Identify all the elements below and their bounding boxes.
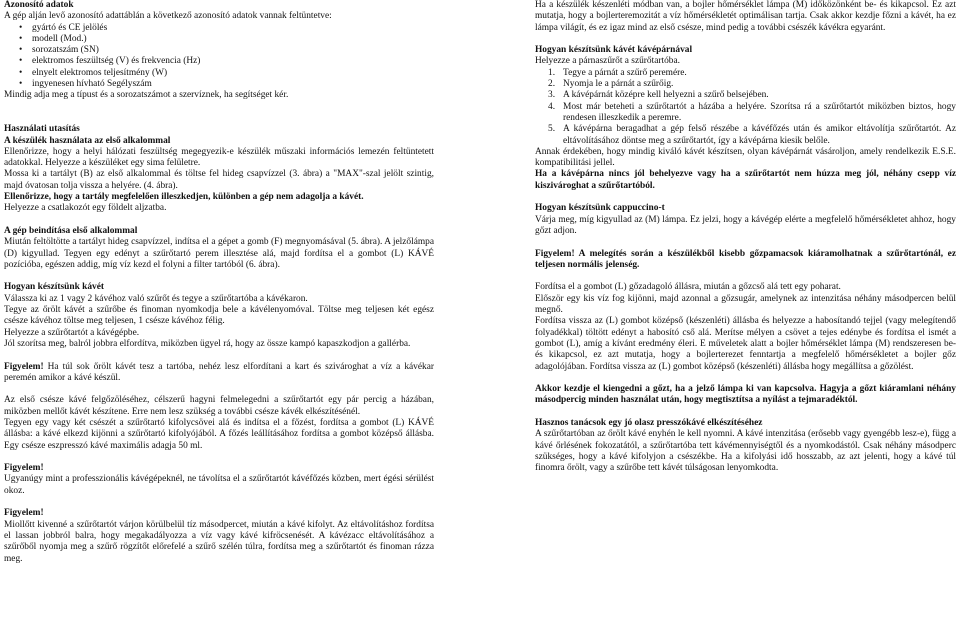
- tips-paragraph: A szűrőtartóban az őrölt kávé enyhén le kell nyomni. A kávé intenzitása (erősebb vagy gyengébb lesz-e), függ a kávé őrlésének fokozatától, a szűrőtartóba tett kávémennyiségtől és a nyomkodástól. Csak néhány másodperc szükséges, hogy a kávé kifolyjon a csészékbe. Ha a kifolyási idő hosszabb, az azt jelenti, hogy a kávé túl finomra őrölt, vagy a szűrőbe tett kávét túlságosan lenyomkodta.: [535, 429, 956, 474]
- usage-paragraph: Helyezze a csatlakozót egy földelt aljzatba.: [4, 203, 167, 214]
- identifier-list: [4, 23, 434, 91]
- ground-paragraph: Jól szorítsa meg, balról jobbra elfordítva, miközben ügyel rá, hogy az össze kampó kapaszkodjon a gallérba.: [4, 338, 411, 349]
- step-number: 2.: [548, 79, 556, 90]
- usage-paragraph: Ellenőrizze, hogy a helyi hálózati feszültség megegyezik-e készülék műszaki információs lemezén feltüntetett adatokkal. Helyezze a készüléket egy sima felületre.: [4, 146, 434, 169]
- list-item: • elnyelt elektromos teljesítmény (W): [4, 68, 434, 79]
- step-text: Tegye a párnát a szűrő peremére.: [563, 67, 687, 78]
- list-item: [535, 90, 956, 101]
- list-item: [535, 124, 956, 147]
- left-column: [4, 0, 434, 565]
- identifier-intro: A gép alján levő azonosító adattáblán a következő azonosító adatok vannak feltüntetve:: [4, 11, 332, 22]
- usage-title: Használati utasítás: [4, 124, 80, 135]
- list-item: [535, 79, 956, 90]
- tips-title: Hasznos tanácsok egy jó olasz presszókávé elkészítéséhez: [535, 417, 763, 428]
- list-item: • sorozatszám (SN): [4, 45, 434, 56]
- ground-paragraph: Tegyen egy vagy két csészét a szűrőtartó kifolycsövei alá és indítsa el a főzést, fordítsa a gombot (L) KÁVÉ állásba: a kávé elkezd kijönni a szűrőtartó kifolyójából. A főzés leállításához fordítsa a gombot középső állásba. Egy csésze eszpresszó kávé maximális adagja 50 ml.: [4, 417, 434, 451]
- step-number: 4.: [548, 101, 556, 112]
- cappuccino-paragraph: Fordítsa vissza az (L) gombot középső (készenléti) állásba és helyezze a habosítandó tejjel (vagy melegítendő folyadékkal) töltött edényt a habosító cső alá. Merítse mélyen a csövet a tejes edénybe és fordítsa el ismét a gombot (L), amíg a kívánt eredmény éleri. E műveletek alatt a bojler hőmérséklet lámpa (M) rendszeresen be- és kikapcsol, ez azt mutatja, hogy a bojlerterezet fenntartja a megfelelő hőmérsékletet a bojler gőz adagolójában. Fordítsa vissza az (L) gombot középső (készenléti) állásba hogy megállítsa a gőzölést.: [535, 316, 956, 372]
- cappuccino-paragraph: Fordítsa el a gombot (L) gőzadagoló állásra, miután a gőzcső alá tett egy poharat.: [535, 282, 841, 293]
- pads-lead: Helyezze a párnaszűrőt a szűrőtartóba.: [535, 56, 680, 67]
- usage-paragraph: Mossa ki a tartályt (B) az első alkalommal és töltse fel hideg csapvízzel (3. ábra) a "MAX"-szal jelölt szintig, majd óvatosan tolja vissza a helyére. (4. ábra).: [4, 169, 434, 191]
- step-number: 5.: [548, 124, 556, 135]
- pads-paragraph: Annak érdekében, hogy mindig kiváló kávét készítsen, olyan kávépárnát vásároljon, amely rendelkezik E.S.E. kompatibilitási jellel.: [535, 146, 956, 169]
- step-text: A kávépárna beragadhat a gép felső részébe a kávéfőzés után és amikor eltávolítja szűrőtartót. Az eltávolításához döntse meg a szűrőtartót, így a kávépárna kiesik belőle.: [563, 124, 956, 146]
- step-number: 3.: [548, 90, 556, 101]
- list-item: • gyártó és CE jelölés: [4, 23, 434, 34]
- list-item: [535, 68, 956, 79]
- step-text: Nyomja le a párnát a szűrőig.: [563, 79, 674, 90]
- start-paragraph: Miután feltöltötte a tartályt hideg csapvízzel, indítsa el a gépet a gomb (F) megnyomásával (5. ábra). A jelzőlámpa (D) kigyullad. Tegyen egy edényt a szűrőtartó perem illesztése alá, majd fordítsa el a gombot (L) KÁVÉ pozícióba, egészen addig, míg víz kezd el folyni a filter tartóból (6. ábra).: [4, 237, 434, 270]
- start-title: A gép beindítása első alkalommal: [4, 225, 138, 236]
- warning-label: Figyelem!: [4, 508, 44, 519]
- list-item: • elektromos feszültség (V) és frekvencia (Hz): [4, 56, 434, 67]
- warning-text: Ugyanúgy mint a professzionális kávégépeknél, ne távolítsa el a szűrőtartót kávéfőzés közben, mert égési sérülést okoz.: [4, 474, 434, 496]
- pads-title: Hogyan készítsünk kávét kávépárnával: [535, 45, 693, 56]
- identifier-title: Azonosító adatok: [4, 0, 74, 10]
- cappuccino-warning: Akkor kezdje el kiengedni a gőzt, ha a jelző lámpa ki van kapcsolva. Hagyja a gőzt kiáramlani néhány másodpercig minden használat után, hogy megtisztítsa a nyílást a tejmaradéktól.: [535, 384, 956, 406]
- list-item: [535, 102, 956, 125]
- warning-text: Miollőtt kivenné a szűrőtartót várjon körülbelül tíz másodpercet, miután a kávé kifolyt. Az eltávolításhoz fordítsa el lassan jobbról balra, hogy megakadályozza a víz vagy kávé kifröcsenését. A kávézacc eltávolításához a szűrőből nyomja meg a szűrő rögzítőt előrefelé a szűrő szélén túlra, fordítsa meg a szűrőtartót és finoman rázza meg.: [4, 519, 434, 564]
- cappuccino-warning: Figyelem! A melegítés során a készülékből kisebb gőzpamacsok kiáramolhatnak a szűrőtartónál, ez teljesen normális jelenség.: [535, 248, 956, 270]
- cappuccino-title: Hogyan készítsünk cappuccino-t: [535, 203, 665, 214]
- first-use-title: A készülék használata az első alkalommal: [4, 135, 171, 146]
- ground-warning: [4, 362, 434, 385]
- warning-label: Figyelem!: [4, 463, 44, 474]
- list-item: • ingyenesen hívható Segélyszám: [4, 79, 434, 90]
- ground-paragraph: Az első csésze kávé felgőzöléséhez, célszerű hagyni felmelegedni a szűrőtartót egy pár percig a házában, miközben mellőt kávét készítene. Erre nem lesz szükség a további csésze kávék elkészítésénél.: [4, 395, 434, 417]
- warning-label: Figyelem!: [4, 361, 44, 372]
- usage-warning: Ellenőrizze, hogy a tartály megfelelően illeszkedjen, különben a gép nem adagolja a kávét.: [4, 192, 364, 203]
- step-text: Most már beteheti a szűrőtartót a házába a helyére. Szorítsa rá a szűrőtartót miközben biztos, hogy rendesen illeszkedik a peremre.: [563, 101, 956, 123]
- list-item: • modell (Mod.): [4, 34, 434, 45]
- ground-coffee-title: Hogyan készítsünk kávét: [4, 282, 105, 293]
- ground-paragraph: Válassza ki az 1 vagy 2 kávéhoz való szűrőt és tegye a szűrőtartóba a kávékaron.: [4, 293, 308, 304]
- cappuccino-paragraph: Várja meg, míg kigyullad az (M) lámpa. Ez jelzi, hogy a kávégép elérte a megfelelő hőmérsékletet ahhoz, hogy gőzt adjon.: [535, 214, 956, 236]
- ground-paragraph: Helyezze a szűrőtartót a kávégépbe.: [4, 327, 140, 338]
- ground-paragraph: Tegye az őrölt kávét a szűrőbe és finoman nyomkodja bele a kávélenyomóval. Töltse meg teljesen két egész csésze kávéhoz töltse meg teljesen, 1 csésze kávéhoz félig.: [4, 305, 434, 327]
- identifier-note: Mindig adja meg a típust és a sorozatszámot a szervíznek, ha segítséget kér.: [4, 90, 289, 101]
- cappuccino-paragraph: Először egy kis víz fog kijönni, majd azonnal a gőzsugár, amelynek az intenzitása néhány másodpercen belül megnő.: [535, 293, 956, 316]
- pads-warning: Ha a kávépárna nincs jól behelyezve vagy ha a szűrőtartót nem húzza meg jól, néhány csepp víz kiszivároghat a szűrőtartóból.: [535, 169, 956, 191]
- step-text: A kávépárnát középre kell helyezni a szűrő belsejében.: [563, 90, 769, 101]
- step-number: 1.: [548, 67, 556, 78]
- pads-steps: [535, 68, 956, 147]
- warning-text: Ha túl sok őrölt kávét tesz a tartóba, nehéz lesz elfordítani a kart és szivároghat a víz a kávékar peremén amikor a kávé készül.: [4, 361, 434, 383]
- standby-paragraph: Ha a készülék készenléti módban van, a bojler hőmérséklet lámpa (M) időközönként be- és kikapcsol. Ez azt mutatja, hogy a bojlerteremozitát a víz hőmérsékletét optimálisan tartja. Csak akkor kezdje főzni a kávét, ha ez lámpa világít, és ez igaz mind az első csésze, mind pedig a további csészék kávékra egyaránt.: [535, 0, 956, 33]
- right-column: [535, 0, 956, 474]
